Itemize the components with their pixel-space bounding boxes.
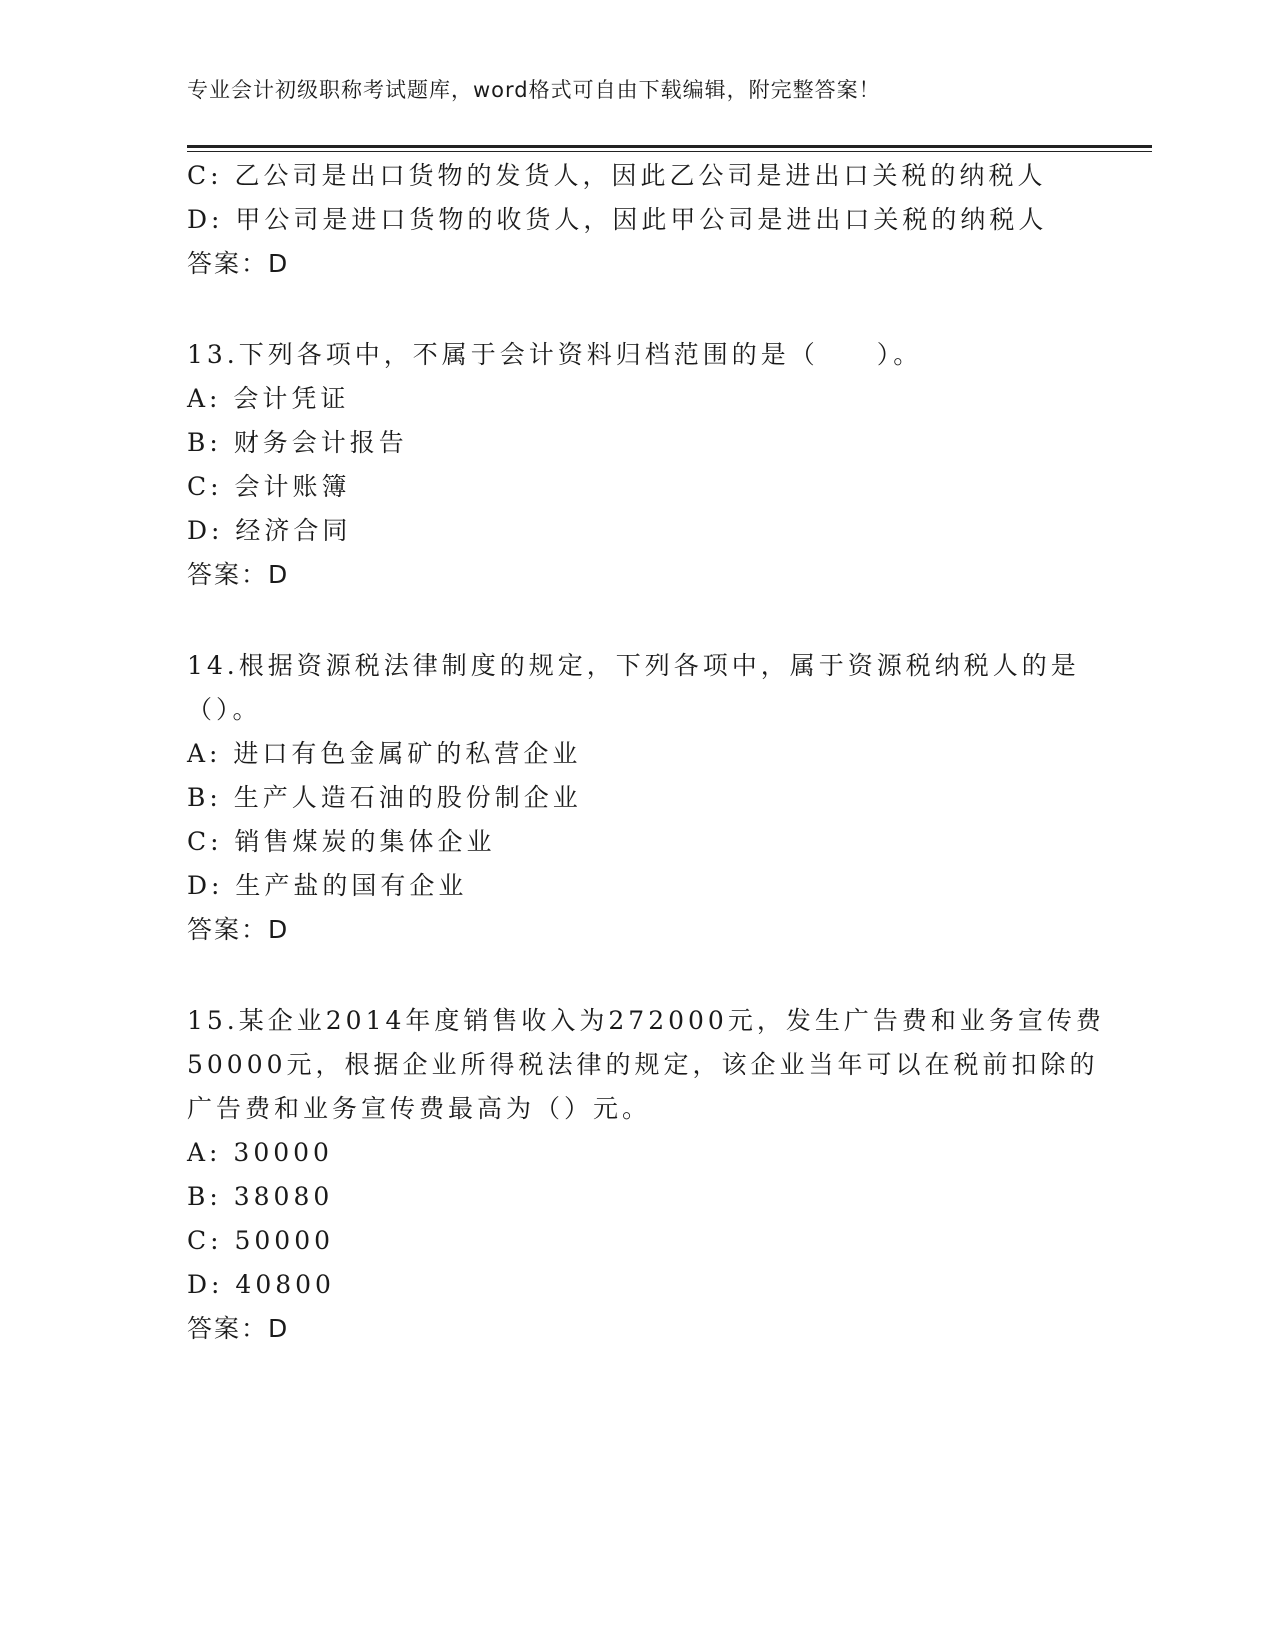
q15-stem-line1: 15.某企业2014年度销售收入为272000元，发生广告费和业务宣传费	[187, 1006, 1105, 1035]
q13-stem: 13.下列各项中，不属于会计资料归档范围的是（ ）。	[187, 340, 923, 369]
prev-answer: 答案：D	[187, 249, 290, 278]
q13-option-b: B: 财务会计报告	[187, 428, 408, 457]
q14-option-d: D: 生产盐的国有企业	[187, 871, 468, 900]
q15-option-d: D: 40800	[187, 1270, 335, 1299]
prev-option-d: D: 甲公司是进口货物的收货人，因此甲公司是进出口关税的纳税人	[187, 205, 1048, 234]
q15-stem-line3: 广告费和业务宣传费最高为（）元。	[187, 1094, 652, 1123]
q15-option-a: A: 30000	[187, 1138, 333, 1167]
q14-stem-line1: 14.根据资源税法律制度的规定，下列各项中，属于资源税纳税人的是	[187, 651, 1080, 680]
page-header: 专业会计初级职称考试题库，word格式可自由下载编辑，附完整答案！	[187, 78, 881, 102]
prev-option-c: C: 乙公司是出口货物的发货人，因此乙公司是进出口关税的纳税人	[187, 161, 1047, 190]
q13-option-a: A: 会计凭证	[187, 384, 350, 413]
q15-answer: 答案：D	[187, 1314, 290, 1343]
q14-option-a: A: 进口有色金属矿的私营企业	[187, 739, 582, 768]
header-divider-thick	[187, 145, 1152, 148]
q13-answer: 答案：D	[187, 560, 290, 589]
q14-option-c: C: 销售煤炭的集体企业	[187, 827, 496, 856]
q14-stem-line2: （）。	[187, 695, 262, 724]
q14-answer: 答案：D	[187, 915, 290, 944]
q14-option-b: B: 生产人造石油的股份制企业	[187, 783, 582, 812]
q15-option-b: B: 38080	[187, 1182, 334, 1211]
q13-option-d: D: 经济合同	[187, 516, 352, 545]
q15-stem-line2: 50000元，根据企业所得税法律的规定，该企业当年可以在税前扣除的	[187, 1050, 1099, 1079]
q15-option-c: C: 50000	[187, 1226, 335, 1255]
q13-option-c: C: 会计账簿	[187, 472, 351, 501]
header-divider-thin	[187, 151, 1152, 152]
